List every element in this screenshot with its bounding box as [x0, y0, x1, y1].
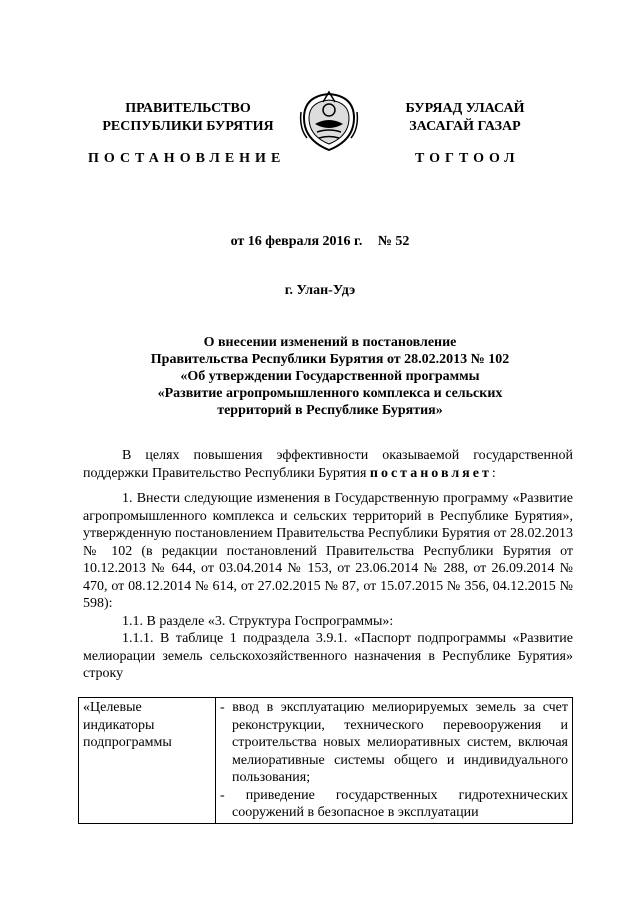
- decree-label-russian: ПОСТАНОВЛЕНИЕ: [88, 151, 286, 166]
- document-title: [90, 334, 570, 419]
- indicator-item: - ввод в эксплуатацию мелиорируемых земель за счет реконструкции, технического перевооружения и строительства новых мелиоративных систем, включая мелиоративные системы общего и индивидуального пользования;: [220, 700, 568, 785]
- indicators-table: [78, 697, 573, 824]
- title-line: «Об утверждении Государственной программы: [180, 369, 480, 384]
- city: г. Улан-Удэ: [284, 283, 356, 298]
- header-left-line2: РЕСПУБЛИКИ БУРЯТИЯ: [102, 119, 274, 134]
- paragraph-1-1-1: 1.1.1. В таблице 1 подраздела 3.9.1. «Паспорт подпрограммы «Развитие мелиорации земель сельскохозяйственного назначения в Республике Бурятия» строку: [83, 631, 573, 681]
- date-line: [0, 234, 640, 250]
- preamble-text: В целях повышения эффективности оказываемой государственной поддержки Правительство Республики Бурятия: [83, 448, 573, 481]
- coat-of-arms-icon: [299, 88, 359, 154]
- preamble-end: :: [491, 465, 496, 481]
- header-left-line1: ПРАВИТЕЛЬСТВО: [125, 101, 251, 116]
- title-line: О внесении изменений в постановление: [203, 335, 457, 350]
- header-right-line1: БУРЯАД УЛАСАЙ: [405, 101, 525, 116]
- title-line: территорий в Республике Бурятия»: [217, 403, 443, 418]
- table-row: [79, 698, 573, 824]
- indicator-item: - приведение государственных гидротехнических сооружений в безопасное в эксплуатации: [220, 787, 568, 820]
- table-cell-label: «Целевые индикаторы подпрограммы: [79, 698, 216, 824]
- preamble: [83, 447, 573, 482]
- header-right: [380, 100, 550, 136]
- decree-number: № 52: [377, 234, 410, 249]
- paragraph-1-1: 1.1. В разделе «3. Структура Госпрограммы»:: [122, 613, 394, 629]
- header-right-line2: ЗАСАГАЙ ГАЗАР: [409, 119, 521, 134]
- title-line: Правительства Республики Бурятия от 28.02.2013 № 102: [150, 352, 510, 367]
- resolves-word: постановляет: [369, 465, 492, 481]
- table-cell-content: [216, 698, 573, 824]
- decree-label-buryat: ТОГТООЛ: [415, 151, 520, 166]
- title-line: «Развитие агропромышленного комплекса и сельских: [157, 386, 503, 401]
- body-text: [83, 490, 573, 683]
- header-left: [98, 100, 278, 136]
- paragraph-1: 1. Внести следующие изменения в Государственную программу «Развитие агропромышленного комплекса и сельских территорий в Республике Бурятия», утвержденную постановлением Правительства Республики Бурятия от 28.02.2013 № 102 (в редакции постановлений Правительства Республики Бурятия от 10.12.2013 № 644, от 03.04.2014 № 153, от 23.06.2014 № 288, от 26.09.2014 № 470, от 08.12.2014 № 614, от 27.02.2015 № 87, от 15.07.2015 № 356, 04.12.2015 № 598):: [83, 491, 573, 611]
- decree-date: от 16 февраля 2016 г.: [230, 234, 363, 249]
